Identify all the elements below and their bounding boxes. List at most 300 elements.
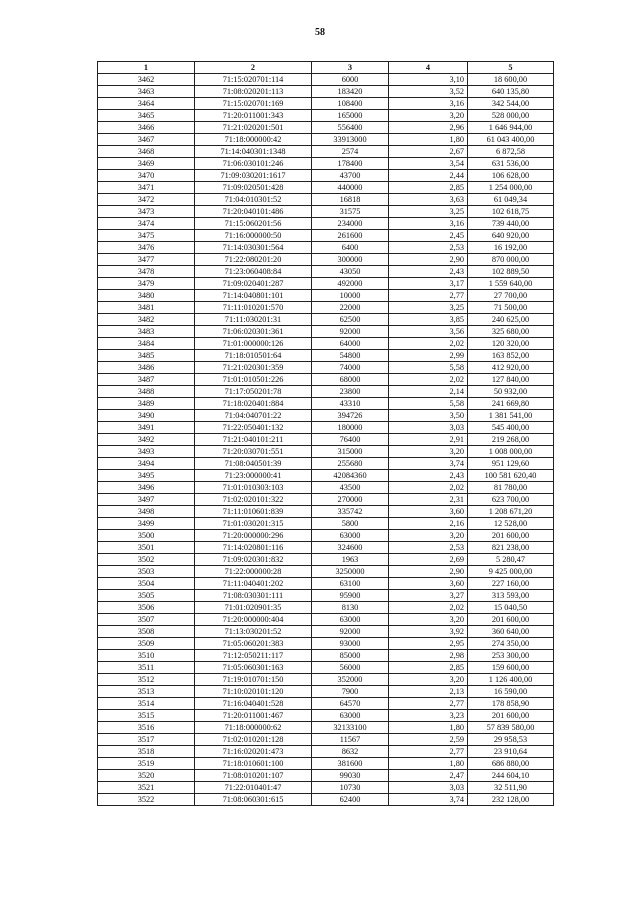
cadastral-number-cell: 71:11:010601:839 [195,506,312,518]
cadastral-number-cell: 71:13:030201:52 [195,626,312,638]
cadastral-value-cell: 739 440,00 [468,218,554,230]
table-row [98,134,554,146]
table-row [98,110,554,122]
area-cell: 43050 [312,266,389,278]
cadastral-number-cell: 71:17:050201:78 [195,386,312,398]
table-row [98,410,554,422]
cadastral-value-cell: 57 839 580,00 [468,722,554,734]
cadastral-number-cell: 71:21:040101:211 [195,434,312,446]
table-row [98,218,554,230]
area-cell: 183420 [312,86,389,98]
cadastral-value-cell: 1 126 400,00 [468,674,554,686]
cadastral-number-cell: 71:15:060201:56 [195,218,312,230]
area-cell: 165000 [312,110,389,122]
area-cell: 63000 [312,530,389,542]
table-row [98,206,554,218]
rate-cell: 2,77 [389,290,468,302]
row-number-cell: 3466 [98,122,195,134]
row-number-cell: 3519 [98,758,195,770]
rate-cell: 2,31 [389,494,468,506]
cadastral-number-cell: 71:20:040101:486 [195,206,312,218]
cadastral-value-cell: 623 700,00 [468,494,554,506]
cadastral-value-cell: 640 135,80 [468,86,554,98]
cadastral-value-cell: 640 920,00 [468,230,554,242]
rate-cell: 2,77 [389,746,468,758]
table-row [98,770,554,782]
cadastral-number-cell: 71:01:010303:103 [195,482,312,494]
cadastral-number-cell: 71:08:010201:107 [195,770,312,782]
rate-cell: 2,14 [389,386,468,398]
table-row [98,614,554,626]
area-cell: 43500 [312,482,389,494]
area-cell: 300000 [312,254,389,266]
rate-cell: 2,44 [389,170,468,182]
cadastral-value-cell: 81 780,00 [468,482,554,494]
cadastral-number-cell: 71:23:060408:84 [195,266,312,278]
table-row [98,350,554,362]
rate-cell: 3,63 [389,194,468,206]
area-cell: 178400 [312,158,389,170]
area-cell: 85000 [312,650,389,662]
area-cell: 108400 [312,98,389,110]
area-cell: 22000 [312,302,389,314]
table-row [98,302,554,314]
row-number-cell: 3516 [98,722,195,734]
cadastral-value-cell: 870 000,00 [468,254,554,266]
row-number-cell: 3498 [98,506,195,518]
column-header: 3 [312,62,389,74]
table-row [98,74,554,86]
rate-cell: 2,85 [389,662,468,674]
table-row [98,554,554,566]
rate-cell: 3,20 [389,674,468,686]
cadastral-number-cell: 71:11:040401:202 [195,578,312,590]
rate-cell: 2,90 [389,566,468,578]
cadastral-number-cell: 71:11:030201:31 [195,314,312,326]
row-number-cell: 3494 [98,458,195,470]
cadastral-value-cell: 106 628,00 [468,170,554,182]
cadastral-number-cell: 71:09:030201:1617 [195,170,312,182]
cadastral-value-cell: 178 858,90 [468,698,554,710]
area-cell: 99030 [312,770,389,782]
cadastral-value-cell: 342 544,00 [468,98,554,110]
row-number-cell: 3517 [98,734,195,746]
rate-cell: 2,69 [389,554,468,566]
rate-cell: 2,43 [389,266,468,278]
area-cell: 352000 [312,674,389,686]
area-cell: 270000 [312,494,389,506]
rate-cell: 3,60 [389,578,468,590]
row-number-cell: 3470 [98,170,195,182]
cadastral-value-cell: 227 160,00 [468,578,554,590]
table-row [98,362,554,374]
cadastral-value-cell: 360 640,00 [468,626,554,638]
table-row [98,278,554,290]
rate-cell: 2,91 [389,434,468,446]
table-row [98,722,554,734]
cadastral-number-cell: 71:04:040701:22 [195,410,312,422]
row-number-cell: 3462 [98,74,195,86]
table-row [98,590,554,602]
row-number-cell: 3521 [98,782,195,794]
cadastral-value-cell: 102 618,75 [468,206,554,218]
rate-cell: 2,02 [389,602,468,614]
cadastral-value-cell: 1 208 671,20 [468,506,554,518]
row-number-cell: 3502 [98,554,195,566]
rate-cell: 2,13 [389,686,468,698]
area-cell: 335742 [312,506,389,518]
rate-cell: 2,85 [389,182,468,194]
cadastral-number-cell: 71:20:000000:296 [195,530,312,542]
area-cell: 2574 [312,146,389,158]
table-row [98,626,554,638]
cadastral-value-cell: 274 350,00 [468,638,554,650]
cadastral-value-cell: 16 590,00 [468,686,554,698]
area-cell: 16818 [312,194,389,206]
row-number-cell: 3505 [98,590,195,602]
cadastral-value-cell: 631 536,00 [468,158,554,170]
rate-cell: 3,50 [389,410,468,422]
area-cell: 8632 [312,746,389,758]
rate-cell: 1,80 [389,722,468,734]
cadastral-value-cell: 201 600,00 [468,530,554,542]
cadastral-number-cell: 71:05:060301:163 [195,662,312,674]
area-cell: 93000 [312,638,389,650]
column-header: 1 [98,62,195,74]
table-row [98,758,554,770]
row-number-cell: 3467 [98,134,195,146]
area-cell: 234000 [312,218,389,230]
page-number: 58 [315,27,325,38]
cadastral-number-cell: 71:09:020401:287 [195,278,312,290]
area-cell: 3250000 [312,566,389,578]
cadastral-number-cell: 71:16:000000:50 [195,230,312,242]
rate-cell: 3,92 [389,626,468,638]
cadastral-number-cell: 71:09:020501:428 [195,182,312,194]
column-header: 5 [468,62,554,74]
area-cell: 74000 [312,362,389,374]
rate-cell: 2,59 [389,734,468,746]
cadastral-value-cell: 201 600,00 [468,710,554,722]
area-cell: 92000 [312,326,389,338]
cadastral-value-cell: 6 872,58 [468,146,554,158]
row-number-cell: 3483 [98,326,195,338]
row-number-cell: 3465 [98,110,195,122]
row-number-cell: 3479 [98,278,195,290]
row-number-cell: 3484 [98,338,195,350]
rate-cell: 3,20 [389,446,468,458]
area-cell: 33913000 [312,134,389,146]
table-row [98,374,554,386]
area-cell: 6000 [312,74,389,86]
table-row [98,158,554,170]
row-number-cell: 3485 [98,350,195,362]
table-row [98,566,554,578]
table-row [98,518,554,530]
rate-cell: 2,95 [389,638,468,650]
table-row [98,194,554,206]
cadastral-value-cell: 23 910,64 [468,746,554,758]
cadastral-number-cell: 71:21:020201:501 [195,122,312,134]
rate-cell: 2,43 [389,470,468,482]
cadastral-value-cell: 951 129,60 [468,458,554,470]
cadastral-number-cell: 71:14:030301:564 [195,242,312,254]
table-row [98,86,554,98]
cadastral-value-cell: 120 320,00 [468,338,554,350]
table-row [98,602,554,614]
table-row [98,422,554,434]
table-row [98,446,554,458]
cadastral-number-cell: 71:23:000000:41 [195,470,312,482]
rate-cell: 3,17 [389,278,468,290]
cadastral-value-cell: 29 958,53 [468,734,554,746]
cadastral-number-cell: 71:18:010501:64 [195,350,312,362]
table-row [98,122,554,134]
cadastral-value-cell: 244 604,10 [468,770,554,782]
area-cell: 31575 [312,206,389,218]
rate-cell: 3,54 [389,158,468,170]
land-value-table [97,61,554,806]
row-number-cell: 3488 [98,386,195,398]
cadastral-value-cell: 1 008 000,00 [468,446,554,458]
table-row [98,314,554,326]
table-row [98,638,554,650]
cadastral-number-cell: 71:02:020101:322 [195,494,312,506]
cadastral-number-cell: 71:18:010601:100 [195,758,312,770]
area-cell: 64570 [312,698,389,710]
table-row [98,650,554,662]
cadastral-number-cell: 71:11:010201:570 [195,302,312,314]
column-header: 2 [195,62,312,74]
row-number-cell: 3468 [98,146,195,158]
row-number-cell: 3506 [98,602,195,614]
row-number-cell: 3503 [98,566,195,578]
area-cell: 324600 [312,542,389,554]
rate-cell: 2,77 [389,698,468,710]
cadastral-number-cell: 71:21:020301:359 [195,362,312,374]
area-cell: 43310 [312,398,389,410]
row-number-cell: 3504 [98,578,195,590]
row-number-cell: 3520 [98,770,195,782]
cadastral-value-cell: 241 669,80 [468,398,554,410]
row-number-cell: 3493 [98,446,195,458]
cadastral-value-cell: 100 581 620,40 [468,470,554,482]
rate-cell: 2,90 [389,254,468,266]
table-row [98,494,554,506]
cadastral-value-cell: 102 889,50 [468,266,554,278]
row-number-cell: 3480 [98,290,195,302]
cadastral-number-cell: 71:22:000000:28 [195,566,312,578]
area-cell: 64000 [312,338,389,350]
area-cell: 56000 [312,662,389,674]
cadastral-value-cell: 528 000,00 [468,110,554,122]
rate-cell: 1,80 [389,758,468,770]
area-cell: 1963 [312,554,389,566]
rate-cell: 5,58 [389,362,468,374]
rate-cell: 3,20 [389,110,468,122]
row-number-cell: 3473 [98,206,195,218]
cadastral-number-cell: 71:06:020301:361 [195,326,312,338]
cadastral-number-cell: 71:14:040801:101 [195,290,312,302]
cadastral-value-cell: 219 268,00 [468,434,554,446]
rate-cell: 3,10 [389,74,468,86]
table-row [98,530,554,542]
cadastral-value-cell: 412 920,00 [468,362,554,374]
area-cell: 394726 [312,410,389,422]
cadastral-number-cell: 71:08:030301:111 [195,590,312,602]
rate-cell: 3,25 [389,302,468,314]
rate-cell: 2,45 [389,230,468,242]
area-cell: 5800 [312,518,389,530]
table-row [98,338,554,350]
table-row [98,506,554,518]
table-row [98,434,554,446]
rate-cell: 3,20 [389,614,468,626]
cadastral-number-cell: 71:10:020101:120 [195,686,312,698]
area-cell: 92000 [312,626,389,638]
cadastral-value-cell: 50 932,00 [468,386,554,398]
cadastral-number-cell: 71:01:030201:315 [195,518,312,530]
table-row [98,98,554,110]
rate-cell: 3,27 [389,590,468,602]
area-cell: 11567 [312,734,389,746]
cadastral-value-cell: 240 625,00 [468,314,554,326]
cadastral-number-cell: 71:18:000000:62 [195,722,312,734]
row-number-cell: 3492 [98,434,195,446]
table-row [98,458,554,470]
row-number-cell: 3474 [98,218,195,230]
row-number-cell: 3463 [98,86,195,98]
cadastral-value-cell: 12 528,00 [468,518,554,530]
area-cell: 43700 [312,170,389,182]
row-number-cell: 3490 [98,410,195,422]
table-row [98,542,554,554]
cadastral-value-cell: 325 680,00 [468,326,554,338]
area-cell: 8130 [312,602,389,614]
rate-cell: 2,67 [389,146,468,158]
cadastral-value-cell: 821 238,00 [468,542,554,554]
table-header-row [98,62,554,74]
table-row [98,578,554,590]
table-row [98,242,554,254]
table-row [98,266,554,278]
area-cell: 556400 [312,122,389,134]
rate-cell: 1,80 [389,134,468,146]
table-row [98,326,554,338]
cadastral-number-cell: 71:22:010401:47 [195,782,312,794]
cadastral-number-cell: 71:02:010201:128 [195,734,312,746]
rate-cell: 5,58 [389,398,468,410]
cadastral-number-cell: 71:08:060301:615 [195,794,312,806]
row-number-cell: 3481 [98,302,195,314]
area-cell: 63000 [312,614,389,626]
cadastral-value-cell: 127 840,00 [468,374,554,386]
rate-cell: 2,02 [389,338,468,350]
rate-cell: 3,60 [389,506,468,518]
row-number-cell: 3513 [98,686,195,698]
cadastral-number-cell: 71:08:020201:113 [195,86,312,98]
area-cell: 32133100 [312,722,389,734]
rate-cell: 3,23 [389,710,468,722]
row-number-cell: 3469 [98,158,195,170]
cadastral-value-cell: 16 192,00 [468,242,554,254]
row-number-cell: 3508 [98,626,195,638]
rate-cell: 3,03 [389,782,468,794]
cadastral-value-cell: 163 852,00 [468,350,554,362]
rate-cell: 2,53 [389,242,468,254]
area-cell: 76400 [312,434,389,446]
cadastral-value-cell: 313 593,00 [468,590,554,602]
area-cell: 63000 [312,710,389,722]
area-cell: 6400 [312,242,389,254]
cadastral-number-cell: 71:09:020301:832 [195,554,312,566]
cadastral-number-cell: 71:01:010501:226 [195,374,312,386]
row-number-cell: 3499 [98,518,195,530]
cadastral-number-cell: 71:04:010301:52 [195,194,312,206]
cadastral-value-cell: 61 043 400,00 [468,134,554,146]
row-number-cell: 3500 [98,530,195,542]
rate-cell: 3,20 [389,530,468,542]
cadastral-value-cell: 18 600,00 [468,74,554,86]
row-number-cell: 3510 [98,650,195,662]
table-row [98,710,554,722]
cadastral-value-cell: 32 511,90 [468,782,554,794]
cadastral-number-cell: 71:14:020801:116 [195,542,312,554]
row-number-cell: 3522 [98,794,195,806]
area-cell: 63100 [312,578,389,590]
cadastral-number-cell: 71:01:020901:35 [195,602,312,614]
cadastral-number-cell: 71:15:020701:114 [195,74,312,86]
column-header: 4 [389,62,468,74]
table-row [98,290,554,302]
row-number-cell: 3507 [98,614,195,626]
table-row [98,470,554,482]
cadastral-number-cell: 71:08:040501:39 [195,458,312,470]
table-row [98,794,554,806]
table-row [98,230,554,242]
cadastral-value-cell: 9 425 000,00 [468,566,554,578]
area-cell: 23800 [312,386,389,398]
rate-cell: 2,16 [389,518,468,530]
table-row [98,182,554,194]
cadastral-number-cell: 71:05:060201:383 [195,638,312,650]
rate-cell: 3,16 [389,98,468,110]
row-number-cell: 3476 [98,242,195,254]
cadastral-value-cell: 253 300,00 [468,650,554,662]
row-number-cell: 3491 [98,422,195,434]
cadastral-number-cell: 71:18:000000:42 [195,134,312,146]
row-number-cell: 3471 [98,182,195,194]
table-row [98,482,554,494]
area-cell: 10730 [312,782,389,794]
rate-cell: 3,74 [389,794,468,806]
area-cell: 440000 [312,182,389,194]
cadastral-value-cell: 71 500,00 [468,302,554,314]
cadastral-value-cell: 159 600,00 [468,662,554,674]
rate-cell: 3,74 [389,458,468,470]
row-number-cell: 3482 [98,314,195,326]
area-cell: 68000 [312,374,389,386]
cadastral-value-cell: 686 880,00 [468,758,554,770]
row-number-cell: 3501 [98,542,195,554]
table-row [98,398,554,410]
table-row [98,662,554,674]
table-row [98,254,554,266]
table-row [98,734,554,746]
rate-cell: 3,03 [389,422,468,434]
area-cell: 54800 [312,350,389,362]
cadastral-value-cell: 232 128,00 [468,794,554,806]
